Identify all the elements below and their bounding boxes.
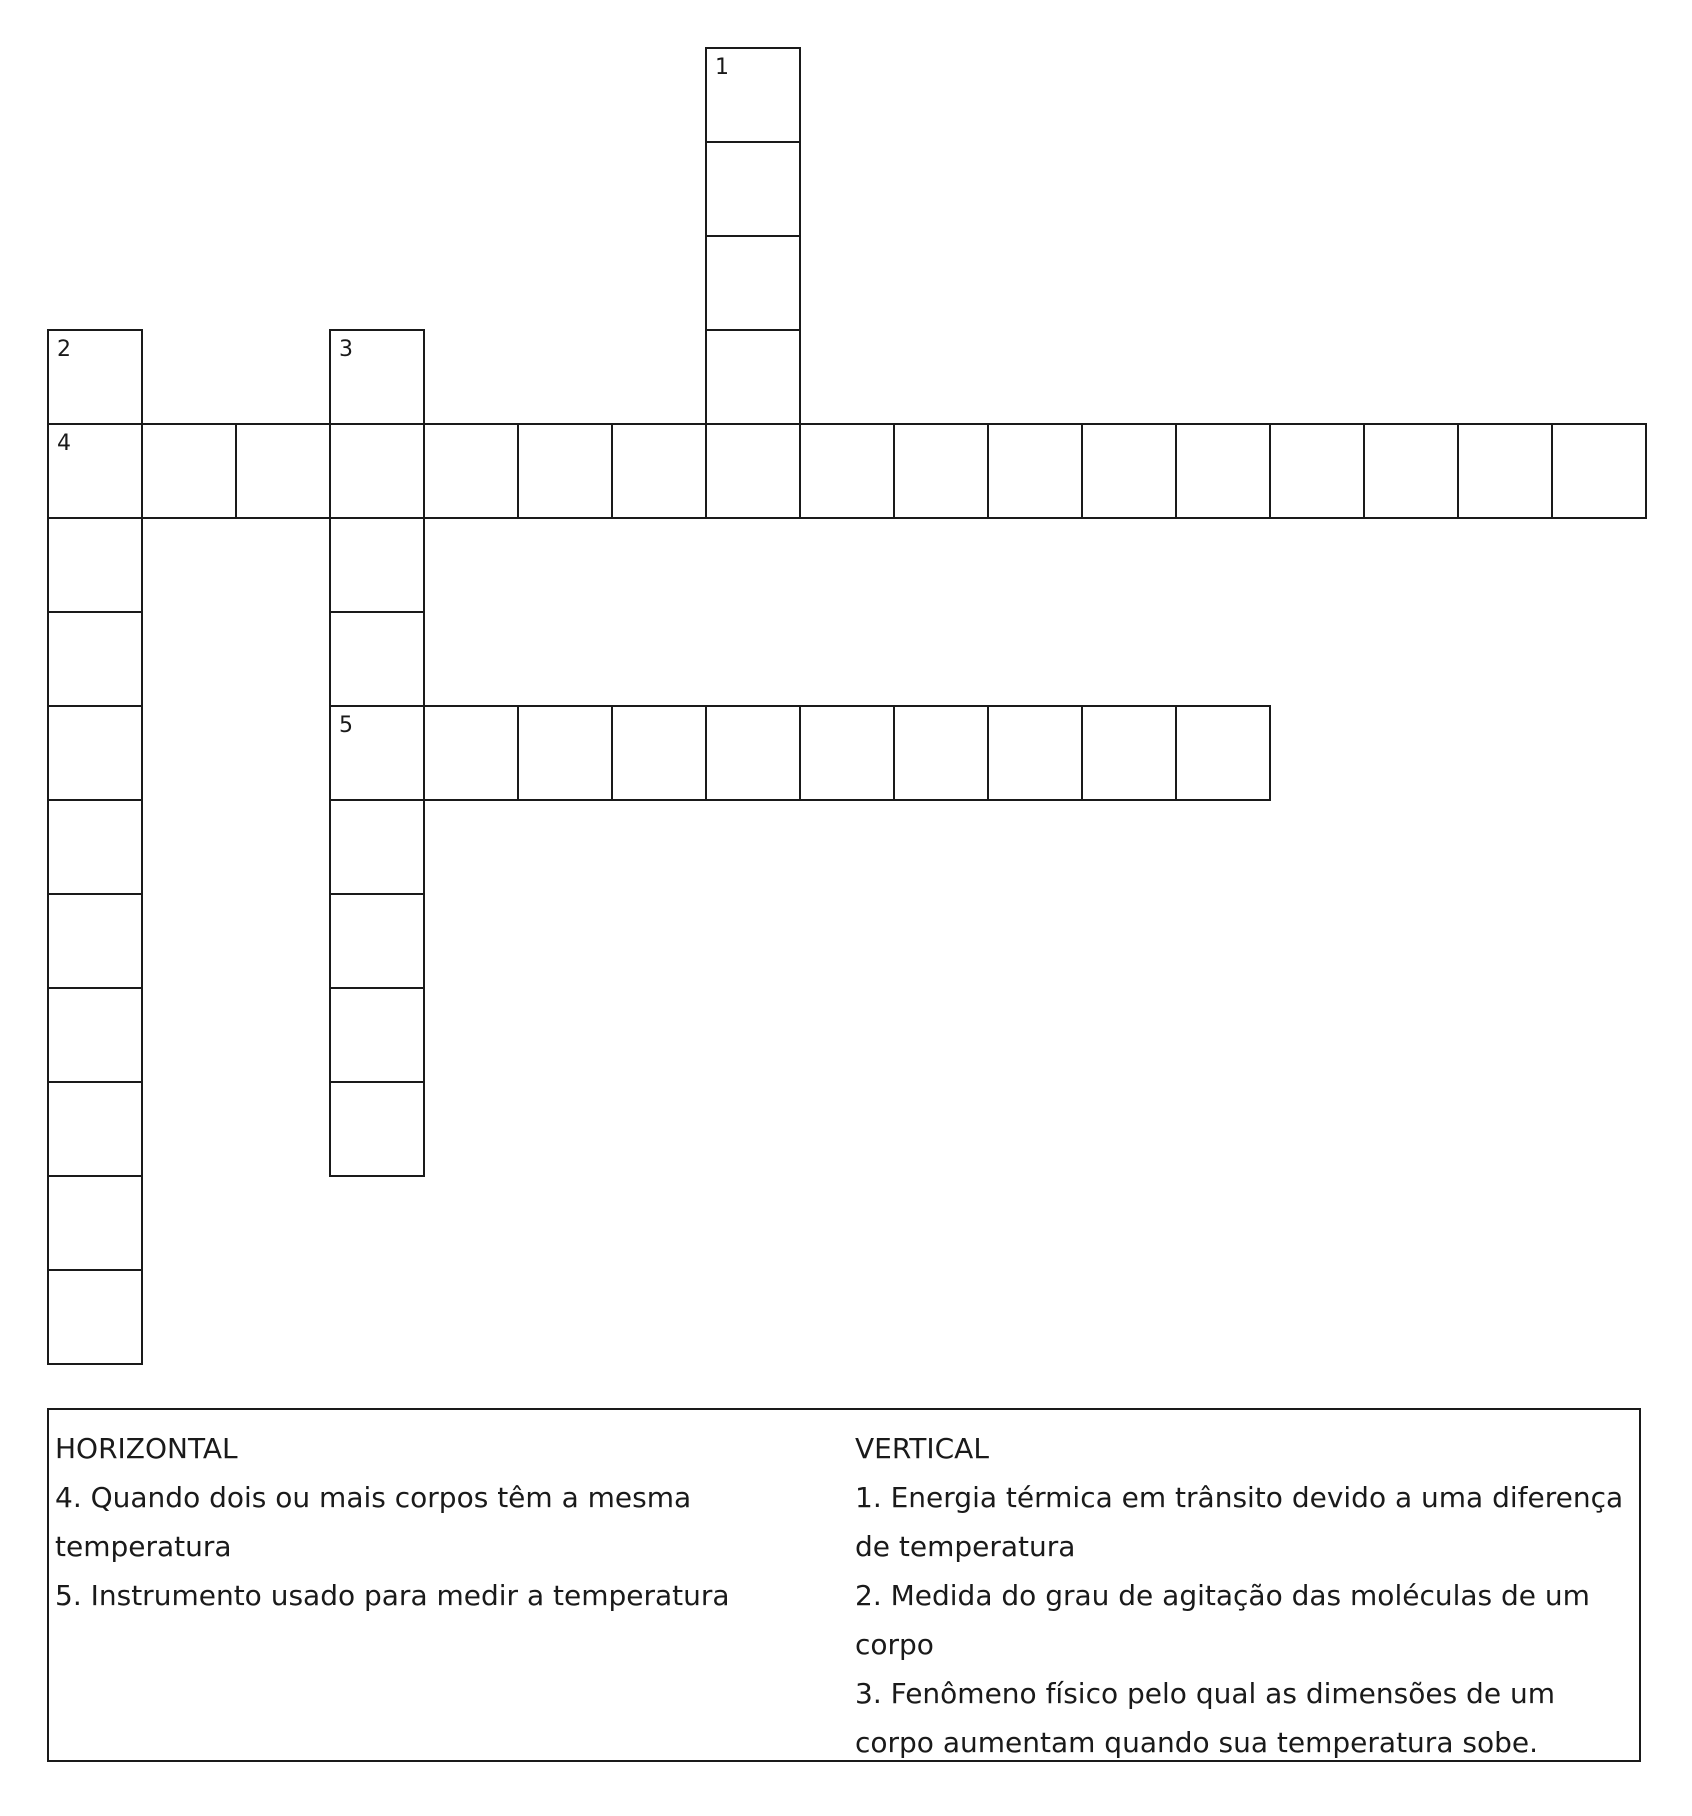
grid-cell[interactable] bbox=[987, 423, 1083, 519]
clue-horizontal-4: 4. Quando dois ou mais corpos têm a mesma temperatura bbox=[55, 1481, 692, 1563]
grid-cell[interactable] bbox=[47, 1269, 143, 1365]
grid-cell[interactable] bbox=[705, 235, 801, 331]
clue-number: 1 bbox=[715, 55, 729, 80]
clue-number: 3 bbox=[339, 337, 353, 362]
grid-cell[interactable] bbox=[517, 423, 613, 519]
grid-cell[interactable] bbox=[329, 705, 425, 801]
grid-cell[interactable] bbox=[1175, 423, 1271, 519]
horizontal-heading: HORIZONTAL bbox=[55, 1432, 238, 1465]
grid-cell[interactable] bbox=[47, 423, 143, 519]
vertical-heading: VERTICAL bbox=[855, 1432, 989, 1465]
grid-cell[interactable] bbox=[705, 47, 801, 143]
grid-cell[interactable] bbox=[47, 799, 143, 895]
grid-cell[interactable] bbox=[329, 1081, 425, 1177]
grid-cell[interactable] bbox=[893, 423, 989, 519]
clue-vertical-2: 2. Medida do grau de agitação das moléculas de um corpo bbox=[855, 1579, 1590, 1661]
grid-cell[interactable] bbox=[47, 987, 143, 1083]
grid-cell[interactable] bbox=[705, 705, 801, 801]
grid-cell[interactable] bbox=[517, 705, 613, 801]
grid-cell[interactable] bbox=[47, 611, 143, 707]
grid-cell[interactable] bbox=[611, 423, 707, 519]
grid-cell[interactable] bbox=[705, 423, 801, 519]
grid-cell[interactable] bbox=[329, 423, 425, 519]
horizontal-clues bbox=[55, 1424, 845, 1620]
grid-cell[interactable] bbox=[1081, 705, 1177, 801]
grid-cell[interactable] bbox=[329, 517, 425, 613]
grid-cell[interactable] bbox=[329, 611, 425, 707]
clue-vertical-1: 1. Energia térmica em trânsito devido a uma diferença de temperatura bbox=[855, 1481, 1624, 1563]
grid-cell[interactable] bbox=[141, 423, 237, 519]
grid-cell[interactable] bbox=[705, 141, 801, 237]
grid-cell[interactable] bbox=[1551, 423, 1647, 519]
grid-cell[interactable] bbox=[47, 1175, 143, 1271]
grid-cell[interactable] bbox=[705, 329, 801, 425]
grid-cell[interactable] bbox=[47, 329, 143, 425]
clue-number: 5 bbox=[339, 713, 353, 738]
clue-number: 4 bbox=[57, 431, 71, 456]
grid-cell[interactable] bbox=[1081, 423, 1177, 519]
clue-number: 2 bbox=[57, 337, 71, 362]
grid-cell[interactable] bbox=[47, 705, 143, 801]
grid-cell[interactable] bbox=[47, 1081, 143, 1177]
grid-cell[interactable] bbox=[329, 799, 425, 895]
grid-cell[interactable] bbox=[987, 705, 1083, 801]
grid-cell[interactable] bbox=[329, 893, 425, 989]
grid-cell[interactable] bbox=[329, 329, 425, 425]
clue-horizontal-5: 5. Instrumento usado para medir a temperatura bbox=[55, 1579, 730, 1612]
grid-cell[interactable] bbox=[799, 705, 895, 801]
grid-cell[interactable] bbox=[1363, 423, 1459, 519]
grid-cell[interactable] bbox=[235, 423, 331, 519]
grid-cell[interactable] bbox=[423, 423, 519, 519]
grid-cell[interactable] bbox=[1269, 423, 1365, 519]
vertical-clues bbox=[855, 1424, 1635, 1767]
grid-cell[interactable] bbox=[893, 705, 989, 801]
grid-cell[interactable] bbox=[1457, 423, 1553, 519]
grid-cell[interactable] bbox=[1175, 705, 1271, 801]
grid-cell[interactable] bbox=[423, 705, 519, 801]
grid-cell[interactable] bbox=[611, 705, 707, 801]
clue-vertical-3: 3. Fenômeno físico pelo qual as dimensões de um corpo aumentam quando sua temperatura sobe. bbox=[855, 1677, 1555, 1759]
grid-cell[interactable] bbox=[329, 987, 425, 1083]
clues-box bbox=[47, 1408, 1641, 1762]
grid-cell[interactable] bbox=[47, 893, 143, 989]
grid-cell[interactable] bbox=[799, 423, 895, 519]
grid-cell[interactable] bbox=[47, 517, 143, 613]
